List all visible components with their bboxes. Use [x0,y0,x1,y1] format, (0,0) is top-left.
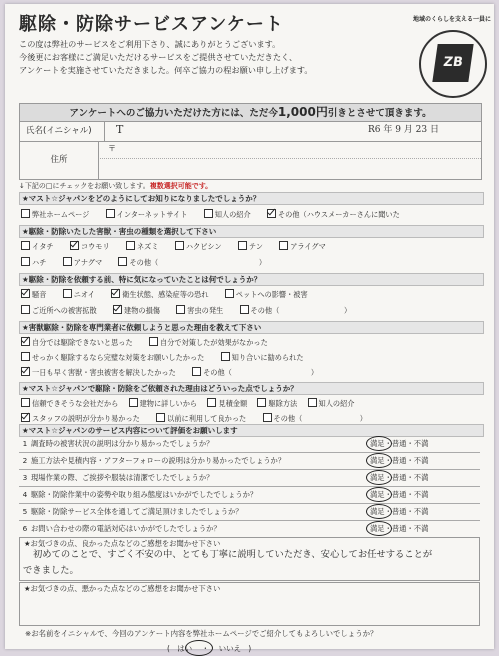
address-row [19,141,482,180]
option-row [21,305,365,316]
answer-circle [366,436,392,451]
option[interactable]: 建物の損傷 [113,305,160,316]
checkbox[interactable] [176,305,185,314]
option[interactable]: その他（ハウスメーカーさんに聞いた [267,209,400,220]
answer-circle [366,470,392,485]
checkbox[interactable] [279,241,288,250]
option[interactable]: テン [238,241,263,252]
postal-mark: 〒 [108,144,116,153]
rating-choice[interactable]: 満足・普通・不満 [370,440,480,449]
rating-choice[interactable]: 満足・普通・不満 [370,474,480,483]
instruction-note: ↓下記の□にチェックをお願い致します。複数選択可能です。 [19,182,213,190]
checkbox[interactable] [225,289,234,298]
rating-choice[interactable]: 満足・普通・不満 [370,508,480,517]
no-option[interactable]: いいえ [218,644,242,653]
logo-tagline: 地域のくらしを支える一員に [412,16,491,23]
option[interactable]: インターネットサイト [106,209,188,220]
checkbox-checked[interactable] [111,289,120,298]
option-row [21,352,318,363]
rating-choice[interactable]: 満足・普通・不満 [370,491,480,500]
option[interactable]: 知人の紹介 [204,209,251,220]
checkbox[interactable] [257,398,266,407]
option[interactable]: コウモリ [70,241,110,252]
section-heading: ★駆除・防除を依頼する前、特に気になっていたことは何でしょうか？ [19,273,484,286]
option[interactable]: スタッフの説明が分かり易かった [21,413,140,424]
checkbox[interactable] [21,209,30,218]
option[interactable]: 信頼できそうな会社だから [21,398,118,409]
checkbox-checked[interactable] [21,367,30,376]
section-heading: ★マスト☆ジャパンのサービス内容について評価をお願いします [19,424,484,437]
answer-circle [185,640,213,656]
option[interactable]: 以前に利用して良かった [156,413,246,424]
name-field[interactable]: T [116,123,124,136]
address-divider [100,158,481,159]
rating-row: 2 施工方法や見積内容・アフターフォローの説明は分かり易かったでしょうか？ 満足・普通・不満 [19,453,480,470]
checkbox[interactable] [63,257,72,266]
date-field[interactable]: R6 年 9 月 23 日 [368,125,439,135]
intro-line: アンケートを実施させていただきました。何卒ご協力の程お願い申し上げます。 [19,65,313,75]
logo-circle-icon [419,30,487,98]
rating-choice[interactable]: 満足・普通・不満 [370,525,480,534]
answer-circle [366,504,392,519]
option-row [21,241,340,252]
checkbox[interactable] [21,257,30,266]
rating-row: 5 駆除・防除サービス全体を通してご満足頂けましたでしょうか？ 満足・普通・不満 [19,504,480,521]
checkbox-checked[interactable] [113,305,122,314]
option[interactable]: 自分で対策したが効果がなかった [149,337,268,348]
option[interactable]: 駆除方法 [257,398,297,409]
rating-row: 3 現場作業の際、ご挨拶や服装は清潔でしたでしょうか？ 満足・普通・不満 [19,470,480,487]
section-heading: ★マスト☆ジャパンをどのようにしてお知りになりましたでしょうか？ [19,192,484,205]
option[interactable]: ハクビシン [175,241,222,252]
address-label: 住所 [20,141,99,179]
publish-consent-question: ※お名前をイニシャルで、今回のアンケート内容を弊社ホームページでご紹介してもよろしいでしょうか？ [25,629,378,638]
checkbox-checked[interactable] [70,241,79,250]
checkbox[interactable] [21,352,30,361]
discount-banner: アンケートへのご協力いただけた方には、ただ今1,000円引きとさせて頂きます。 [19,103,482,122]
checkbox[interactable] [118,257,127,266]
option[interactable]: ペットへの影響・被害 [225,289,308,300]
name-row [19,121,482,142]
option-row [21,289,322,300]
checkbox[interactable] [21,398,30,407]
option[interactable]: ネズミ [126,241,159,252]
handwritten-comment: できました。 [23,565,79,576]
option[interactable]: ご近所への被害拡散 [21,305,97,316]
rating-choice[interactable]: 満足・普通・不満 [370,457,480,466]
option[interactable]: ハチ [21,257,46,268]
option[interactable]: 弊社ホームページ [21,209,89,220]
rating-row: 6 お問い合わせの際の電話対応はいかがでしたでしょうか？ 満足・普通・不満 [19,521,480,538]
checkbox-checked[interactable] [21,289,30,298]
yes-option[interactable]: はい [177,644,193,653]
company-logo [383,16,491,108]
option-row [21,209,414,220]
checkbox-checked[interactable] [21,413,30,422]
option[interactable]: 一日も早く害獣・害虫被害を解決したかった [21,367,176,378]
checkbox[interactable] [263,413,272,422]
option[interactable]: せっかく駆除するなら完璧な対策をお願いしたかった [21,352,204,363]
rating-table [19,436,480,538]
name-label: 氏名(イニシャル) [20,121,105,141]
checkbox[interactable] [21,241,30,250]
checkbox[interactable] [308,398,317,407]
option[interactable]: その他（ ） [192,367,318,378]
checkbox[interactable] [106,209,115,218]
checkbox-checked[interactable] [267,209,276,218]
checkbox[interactable] [129,398,138,407]
option[interactable]: アナグマ [63,257,102,268]
answer-circle [366,487,392,502]
option[interactable]: 自分では駆除できないと思った [21,337,133,348]
option[interactable]: その他（ ） [263,413,367,424]
checkbox[interactable] [192,367,201,376]
intro-line: この度は弊社のサービスをご利用下さり、誠にありがとうございます。 [19,39,281,49]
logo-mark-icon: ZB [432,44,473,82]
section-heading: ★マスト☆ジャパンで駆除・防除をご依頼された理由はどういった点でしょうか？ [19,382,484,395]
option-row [21,413,381,424]
checkbox[interactable] [238,241,247,250]
option[interactable]: ニオイ [63,289,95,300]
option[interactable]: 知人の紹介 [308,398,355,409]
answer-circle [366,521,392,536]
survey-sheet [5,4,494,653]
checkbox[interactable] [21,305,30,314]
checkbox[interactable] [126,241,135,250]
option[interactable]: 衛生状態、感染症等の恐れ [111,289,208,300]
option[interactable]: 知り合いに勧められた [221,352,304,363]
rating-row: 4 駆除・防除作業中の姿勢や取り組み態度はいかがでしたでしょうか？ 満足・普通・不満 [19,487,480,504]
checkbox[interactable] [63,289,72,298]
intro-text [19,40,313,79]
survey-title: 駆除・防除サービスアンケート [19,14,284,35]
option[interactable]: 建物に詳しいから [129,398,198,409]
checkbox[interactable] [204,209,213,218]
section-heading: ★害獣駆除・防除を専門業者に依頼しようと思った理由を教えて下さい [19,321,484,334]
option[interactable]: 害虫の発生 [176,305,223,316]
section-heading: ★駆除・防除いたした害獣・害虫の種類を選択して下さい [19,225,484,238]
bad-points-box[interactable] [19,582,480,626]
option[interactable]: その他（ ） [118,257,266,268]
option[interactable]: アライグマ [279,241,326,252]
intro-line: 今後更にお客様にご満足いただけるサービスをご提供させていただきたく、 [19,52,298,62]
option[interactable]: 騒音 [21,289,46,300]
handwritten-comment: 初めてのことで、すごく不安の中、とても丁寧に説明していただき、安心してお任せすることが [33,549,433,560]
option[interactable]: 見積金額 [207,398,247,409]
good-points-heading: ★お気づきの点、良かった点などのご感想をお聞かせ下さい [24,539,221,548]
checkbox-checked[interactable] [21,337,30,346]
checkbox[interactable] [175,241,184,250]
publish-consent-choice[interactable]: ( はい ・ いいえ ) [167,644,467,653]
bad-points-heading: ★お気づきの点、悪かった点などのご感想をお聞かせ下さい [24,584,221,593]
rating-row: 1 調査時の被害状況の説明は分かり易かったでしょうか？ 満足・普通・不満 [19,436,480,453]
checkbox[interactable] [156,413,165,422]
option-row [21,398,354,409]
option[interactable]: その他（ ） [240,305,352,316]
checkbox[interactable] [221,352,230,361]
option-row [21,337,282,348]
option-row [21,367,332,378]
answer-circle [366,453,392,468]
option[interactable]: イタチ [21,241,54,252]
checkbox[interactable] [149,337,158,346]
option-row [21,257,280,268]
checkbox[interactable] [240,305,249,314]
checkbox[interactable] [207,398,216,407]
